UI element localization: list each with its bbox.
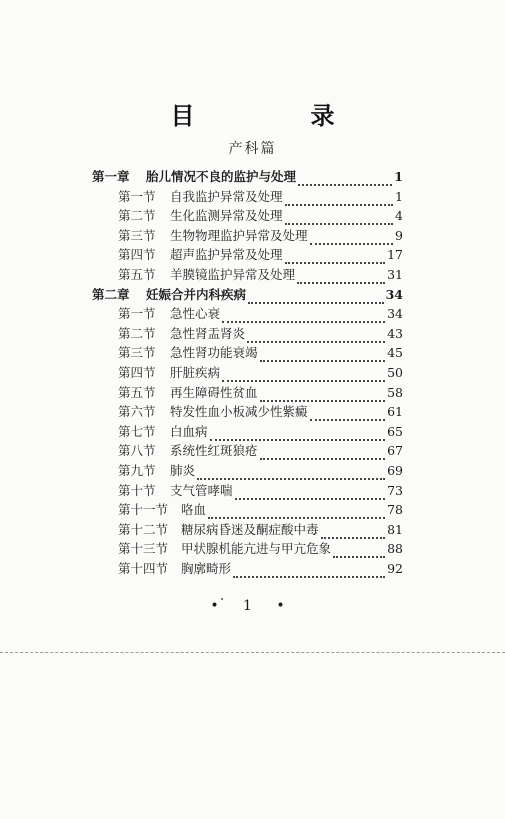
entry-page-number: 61 xyxy=(387,404,403,419)
entry-label: 第三节 xyxy=(118,228,156,243)
entry-page-number: 81 xyxy=(387,522,403,537)
entry-label: 第十四节 xyxy=(118,561,169,576)
entry-title: 生化监测异常及处理 xyxy=(170,208,283,223)
dot-leader xyxy=(260,449,386,460)
dot-leader xyxy=(222,312,385,323)
entry-page-number: 17 xyxy=(387,247,403,262)
entry-label: 第二节 xyxy=(118,326,156,341)
toc-section-entry xyxy=(118,266,403,284)
entry-page-number: 92 xyxy=(387,561,403,576)
dot-leader xyxy=(298,175,392,186)
entry-title: 肝脏疾病 xyxy=(170,365,221,380)
entry-title: 急性心衰 xyxy=(170,306,221,321)
toc-chapter-entry xyxy=(92,168,403,186)
entry-page-number: 45 xyxy=(387,345,403,360)
toc-section-entry xyxy=(118,403,403,421)
entry-label: 第五节 xyxy=(118,385,156,400)
toc-section-entry xyxy=(118,207,403,225)
dot-leader xyxy=(222,371,385,382)
toc-section-entry xyxy=(118,482,403,500)
toc-section-entry xyxy=(118,521,403,539)
entry-label: 第二章 xyxy=(92,287,130,302)
dot-leader xyxy=(260,351,386,362)
entry-title: 胸廓畸形 xyxy=(181,561,232,576)
entry-page-number: 1 xyxy=(395,189,403,204)
entry-label: 第九节 xyxy=(118,463,156,478)
dot-leader xyxy=(297,273,385,284)
entry-title: 再生障碍性贫血 xyxy=(170,385,258,400)
entry-title: 自我监护异常及处理 xyxy=(170,189,283,204)
entry-label: 第一节 xyxy=(118,189,156,204)
entry-label: 第二节 xyxy=(118,208,156,223)
toc-section-entry xyxy=(118,423,403,441)
dot-leader xyxy=(285,195,394,206)
entry-page-number: 4 xyxy=(395,208,403,223)
dot-leader xyxy=(233,567,385,578)
entry-label: 第十节 xyxy=(118,483,156,498)
page-title: 目 录 xyxy=(170,101,381,130)
entry-title: 咯血 xyxy=(181,502,207,517)
entry-page-number: 34 xyxy=(385,287,403,302)
toc-section-entry xyxy=(118,442,403,460)
entry-page-number: 88 xyxy=(387,541,403,556)
entry-page-number: 69 xyxy=(387,463,403,478)
entry-label: 第十一节 xyxy=(118,502,169,517)
dot-leader xyxy=(285,253,386,264)
toc-section-entry xyxy=(118,560,403,578)
dot-leader xyxy=(285,214,394,225)
dot-leader xyxy=(235,489,386,500)
dot-leader xyxy=(333,547,385,558)
toc-section-entry xyxy=(118,540,403,558)
entry-page-number: 50 xyxy=(387,365,403,380)
entry-label: 第十三节 xyxy=(118,541,169,556)
entry-title: 超声监护异常及处理 xyxy=(170,247,283,262)
dot-leader xyxy=(310,410,386,421)
toc-section-entry xyxy=(118,364,403,382)
toc-section-entry xyxy=(118,501,403,519)
entry-page-number: 31 xyxy=(387,267,403,282)
entry-label: 第七节 xyxy=(118,424,156,439)
toc-chapter-entry xyxy=(92,286,403,304)
page-number: • 1 • xyxy=(210,598,295,614)
entry-page-number: 78 xyxy=(387,502,403,517)
entry-label: 第十二节 xyxy=(118,522,169,537)
toc-section-entry xyxy=(118,325,403,343)
toc-section-entry xyxy=(118,344,403,362)
part-title: 产科篇 xyxy=(228,141,277,157)
entry-page-number: 34 xyxy=(387,306,403,321)
entry-label: 第四节 xyxy=(118,247,156,262)
entry-label: 第五节 xyxy=(118,267,156,282)
dot-leader xyxy=(248,293,384,304)
dot-leader xyxy=(247,332,385,343)
entry-title: 肺炎 xyxy=(170,463,196,478)
toc-section-entry xyxy=(118,462,403,480)
entry-label: 第六节 xyxy=(118,404,156,419)
dot-leader xyxy=(260,391,386,402)
toc-section-entry xyxy=(118,305,403,323)
toc-section-entry xyxy=(118,227,403,245)
entry-page-number: 73 xyxy=(387,483,403,498)
entry-title: 甲状腺机能亢进与甲亢危象 xyxy=(181,541,332,556)
entry-title: 糖尿病昏迷及酮症酸中毒 xyxy=(181,522,319,537)
entry-title: 支气管哮喘 xyxy=(170,483,233,498)
dot-leader xyxy=(210,430,386,441)
entry-label: 第一节 xyxy=(118,306,156,321)
toc-section-entry xyxy=(118,188,403,206)
entry-page-number: 65 xyxy=(387,424,403,439)
entry-label: 第三节 xyxy=(118,345,156,360)
entry-title: 白血病 xyxy=(170,424,208,439)
entry-page-number: 58 xyxy=(387,385,403,400)
toc-section-entry xyxy=(118,384,403,402)
entry-page-number: 43 xyxy=(387,326,403,341)
entry-title: 胎儿情况不良的监护与处理 xyxy=(146,169,297,184)
entry-page-number: 9 xyxy=(395,228,403,243)
dot-leader xyxy=(197,469,385,480)
dot-leader xyxy=(208,508,385,519)
entry-label: 第一章 xyxy=(92,169,130,184)
entry-title: 系统性红斑狼疮 xyxy=(170,443,258,458)
entry-label: 第四节 xyxy=(118,365,156,380)
dot-leader xyxy=(310,234,394,245)
entry-page-number: 67 xyxy=(387,443,403,458)
entry-title: 羊膜镜监护异常及处理 xyxy=(170,267,296,282)
scan-edge-line xyxy=(0,652,505,653)
entry-label: 第八节 xyxy=(118,443,156,458)
entry-title: 生物物理监护异常及处理 xyxy=(170,228,308,243)
entry-title: 急性肾功能衰竭 xyxy=(170,345,258,360)
dot-leader xyxy=(321,528,386,539)
entry-title: 急性肾盂肾炎 xyxy=(170,326,246,341)
entry-title: 妊娠合并内科疾病 xyxy=(146,287,247,302)
entry-page-number: 1 xyxy=(394,169,403,184)
entry-title: 特发性血小板减少性紫癜 xyxy=(170,404,308,419)
toc-section-entry xyxy=(118,246,403,264)
